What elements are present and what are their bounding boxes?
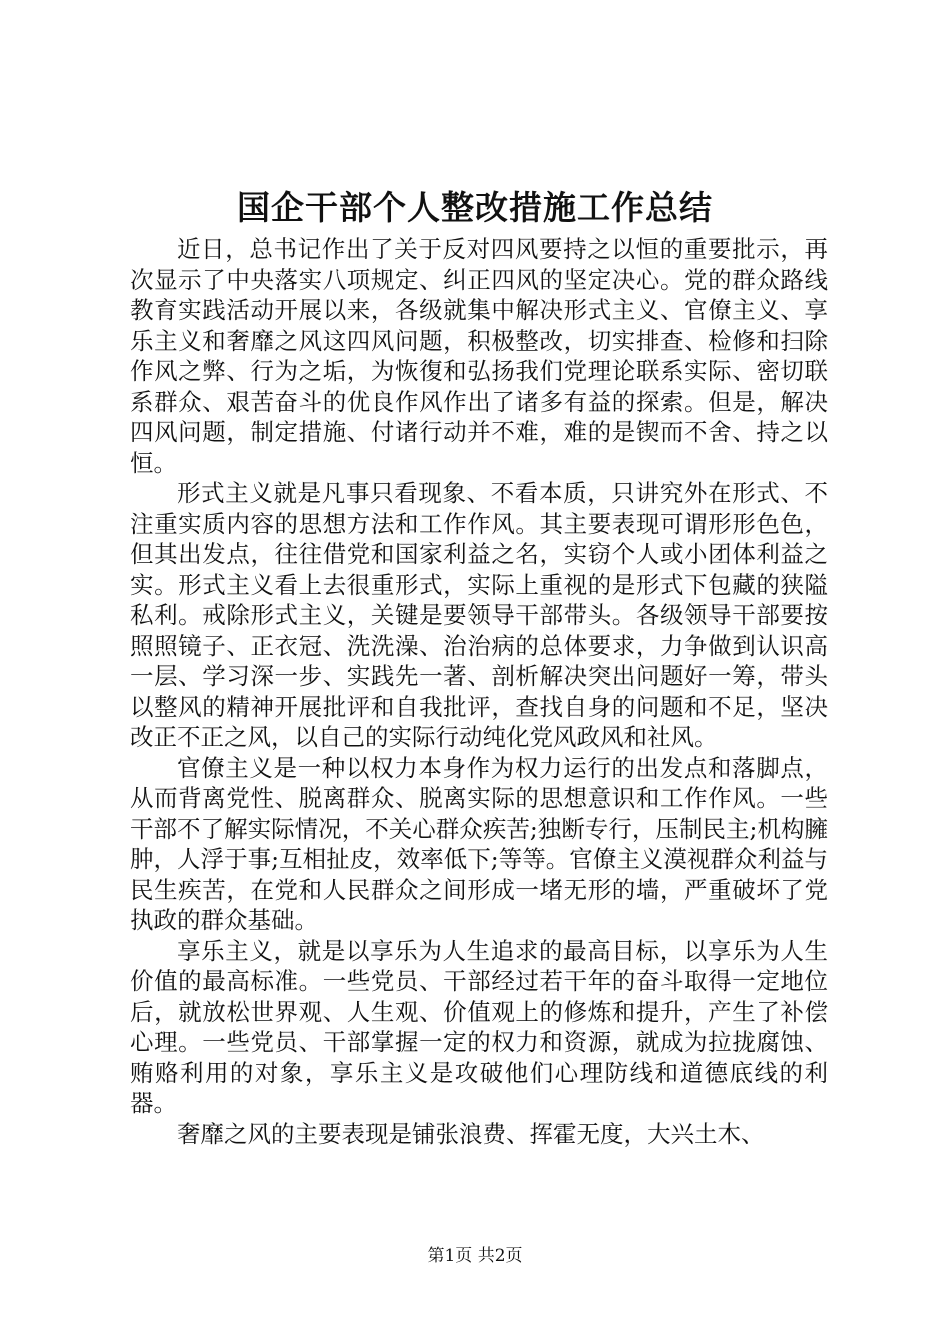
- paragraph-extravagance: 奢靡之风的主要表现是铺张浪费、挥霍无度，大兴土木、: [177, 1119, 765, 1148]
- page-footer: 第1页 共2页: [427, 1246, 523, 1266]
- paragraph-formalism: 形式主义就是凡事只看现象、不看本质，只讲究外在形式、不注重实质内容的思想方法和工作作风。其主要表现可谓形形色色，但其出发点，往往借党和国家利益之名，实窃个人或小团体利益之实。形式主义看上去很重形式，实际上重视的是形式下包藏的狭隘私利。戒除形式主义，关键是要领导干部带头。各级领导干部要按照照镜子、正衣冠、洗洗澡、治治病的总体要求，力争做到认识高一层、学习深一步、实践先一著、剖析解决突出问题好一筹，带头以整风的精神开展批评和自我批评，查找自身的问题和不足，坚决改正不正之风，以自己的实际行动纯化党风政风和社风。: [130, 479, 828, 751]
- paragraph-intro: 近日，总书记作出了关于反对四风要持之以恒的重要批示，再次显示了中央落实八项规定、纠正四风的坚定决心。党的群众路线教育实践活动开展以来，各级就集中解决形式主义、官僚主义、享乐主义和奢靡之风这四风问题，积极整改，切实排查、检修和扫除作风之弊、行为之垢，为恢復和弘扬我们党理论联系实际、密切联系群众、艰苦奋斗的优良作风作出了诸多有益的探索。但是，解决四风问题，制定措施、付诸行动并不难，难的是锲而不舍、持之以恒。: [130, 235, 828, 477]
- paragraph-hedonism: 享乐主义，就是以享乐为人生追求的最高目标，以享乐为人生价值的最高标准。一些党员、干部经过若干年的奋斗取得一定地位后，就放松世界观、人生观、价值观上的修炼和提升，产生了补偿心理。一些党员、干部掌握一定的权力和资源，就成为拉拢腐蚀、贿赂利用的对象，享乐主义是攻破他们心理防线和道德底线的利器。: [130, 936, 828, 1117]
- document-body: [130, 234, 828, 1149]
- document-title: 国企干部个人整改措施工作总结: [237, 188, 713, 227]
- paragraph-bureaucratism: 官僚主义是一种以权力本身作为权力运行的出发点和落脚点，从而背离党性、脱离群众、脱离实际的思想意识和工作作风。一些干部不了解实际情况，不关心群众疾苦;独断专行，压制民主;机构臃肿，人浮于事;互相扯皮，效率低下;等等。官僚主义漠视群众利益与民生疾苦，在党和人民群众之间形成一堵无形的墙，严重破坏了党执政的群众基础。: [130, 753, 828, 934]
